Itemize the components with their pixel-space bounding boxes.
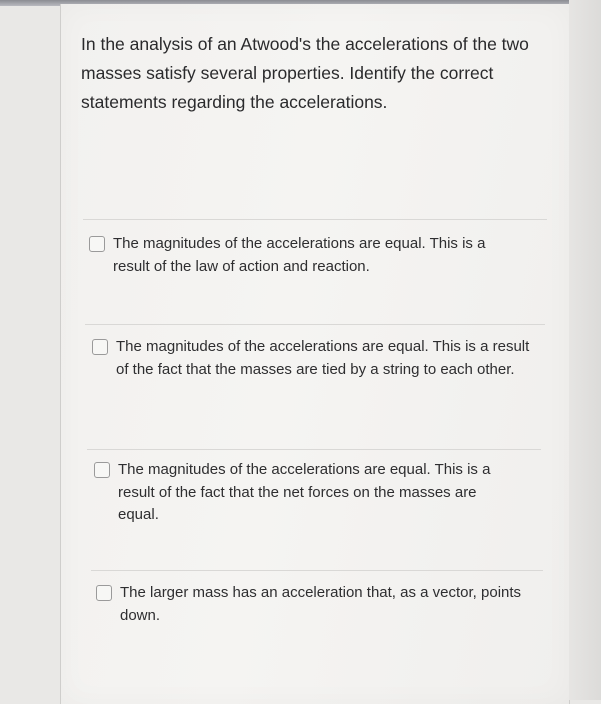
divider <box>91 570 543 571</box>
question-panel <box>60 4 570 704</box>
divider <box>85 324 545 325</box>
background-edge <box>569 0 601 700</box>
option-label-1: The magnitudes of the accelerations are equal. This is a result of the law of action and reaction. <box>113 235 486 275</box>
checkbox-option-4[interactable] <box>96 585 112 601</box>
checkbox-option-1[interactable] <box>89 236 105 252</box>
option-label-3: The magnitudes of the accelerations are equal. This is a result of the fact that the net forces on the masses are equal. <box>118 461 491 523</box>
checkbox-option-3[interactable] <box>94 462 110 478</box>
divider <box>83 219 547 220</box>
answer-option-1[interactable] <box>89 233 519 278</box>
answer-option-3[interactable] <box>94 459 514 527</box>
question-text: In the analysis of an Atwood's the accelerations of the two masses satisfy several properties. Identify the correct statements regarding the accelerations. <box>81 34 529 112</box>
option-label-4: The larger mass has an acceleration that, as a vector, points down. <box>120 584 522 624</box>
answer-option-2[interactable] <box>92 336 532 381</box>
divider <box>87 449 541 450</box>
option-label-2: The magnitudes of the accelerations are equal. This is a result of the fact that the masses are tied by a string to each other. <box>116 338 530 378</box>
answer-option-4[interactable] <box>96 582 536 627</box>
checkbox-option-2[interactable] <box>92 339 108 355</box>
